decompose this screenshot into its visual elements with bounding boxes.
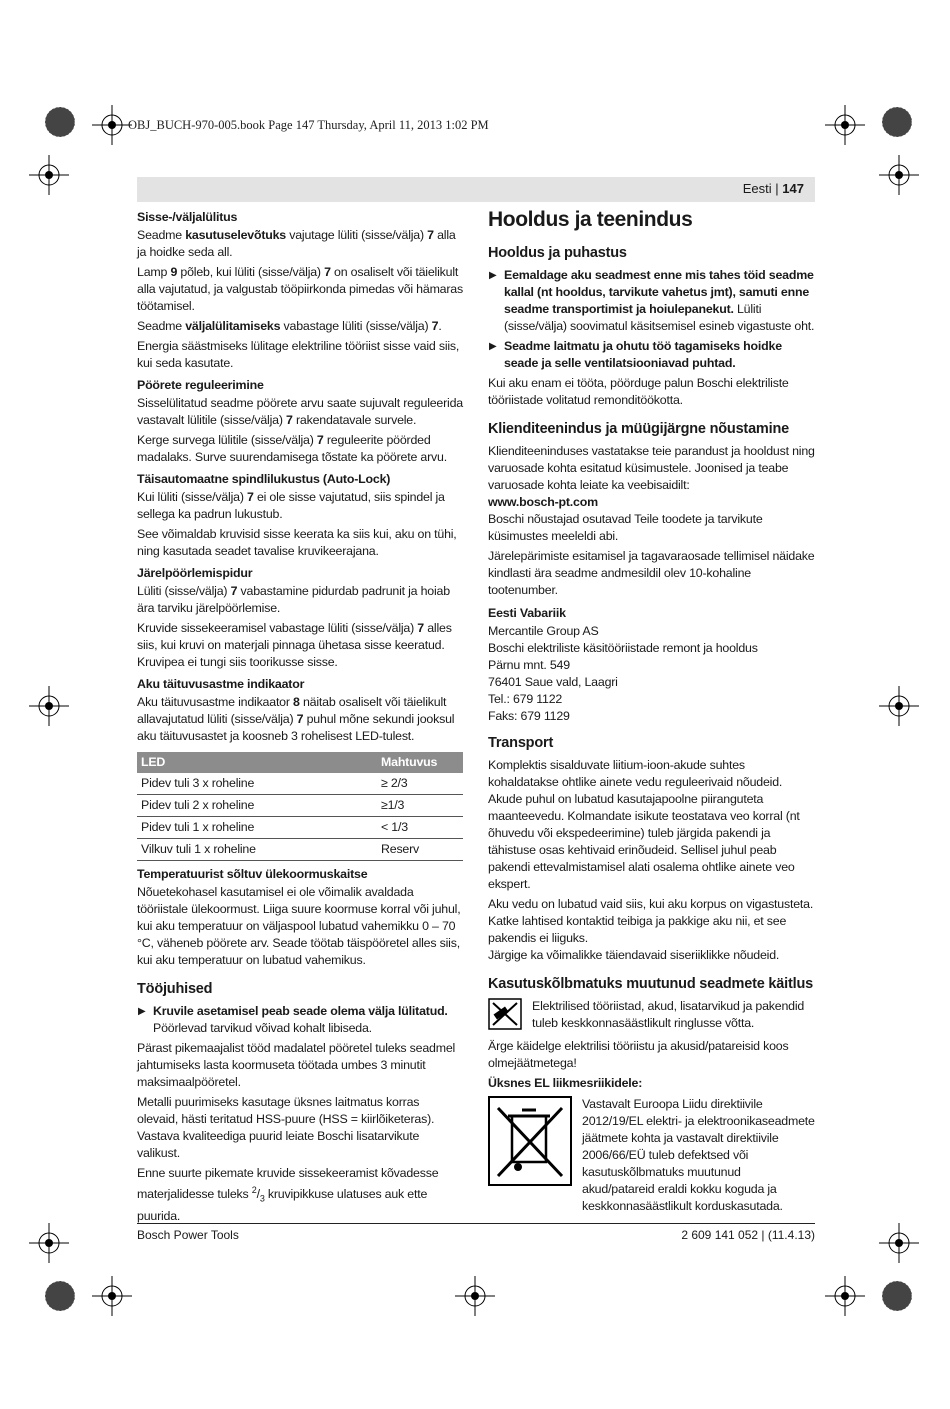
paragraph: Boschi nõustajad osutavad Teile toodete ja tarvikute küsimustes meeleldi abi. <box>488 512 763 543</box>
paragraph: Järelepärimiste esitamisel ja tagavaraosade tellimisel näidake kindlasti ära seadme andmesildil olev 10-kohaline tootenumber. <box>488 549 815 597</box>
crosshair-mark-icon <box>92 105 132 145</box>
paragraph: Energia säästmiseks lülitage elektriline tööriist sisse vaid siis, kui seda kasutate. <box>137 339 460 370</box>
crosshair-mark-icon <box>455 1276 495 1316</box>
section-title: Temperatuurist sõltuv ülekoormuskaitse <box>137 867 368 881</box>
paragraph: Seadme väljalülitamiseks vabastage lüliti (sisse/välja) 7. <box>137 319 442 333</box>
paragraph: Komplektis sisalduvate liitium-ioon-akude suhtes kohaldatakse ohtlike ainete vedu reguleerivaid nõudeid. Akude puhul on lubatud kasutajapoolne piiranguteta maanteevedu. Kolmandate isikute teostatava veo korral (nt õhuvedu või ekspedeerimine) tuleb järgida pakendi ja tähistuse osas kehtivaid erinõudeid. Sellisel juhul peab pakendi ettevalmistamisel alati osalema ohtlike ainete veo ekspert. <box>488 758 800 891</box>
paragraph: Pärast pikemaajalist tööd madalatel pööretel tuleks seadmel jahtumiseks lasta koormuseta töötada umbes 3 minutit maksimaalpööretel. <box>137 1041 456 1089</box>
page-number: 147 <box>782 181 804 196</box>
section-title: Pöörete reguleerimine <box>137 378 264 392</box>
language-label: Eesti <box>742 181 772 196</box>
section-heading: Tööjuhised <box>137 981 213 997</box>
recycling-tool-icon <box>488 998 522 1030</box>
footer-doc-number: 2 609 141 052 | (11.4.13) <box>681 1228 815 1242</box>
paragraph: Järgige ka võimalikke täiendavaid siseriiklikke nõudeid. <box>488 948 780 962</box>
registration-mark-icon <box>40 102 80 142</box>
registration-mark-icon <box>877 102 917 142</box>
paragraph: Vastavalt Euroopa Liidu direktiivile 2012/19/EL elektri- ja elektroonikaseadmete jäätmete kohta ja vastavalt direktiivile 2006/66/EÜ tuleb defektsed või kasutuskõlbmatuks muutunud akud/patareid eraldi kokku koguda ja keskkonnasäästlikult korduskasutada. <box>582 1097 815 1213</box>
paragraph: Sisselülitatud seadme pöörete arvu saate sujuvalt reguleerida vastavalt lülitile (sisse/välja) 7 rakendatavale survele. <box>137 396 463 427</box>
led-capacity-table <box>137 752 463 861</box>
left-column <box>137 209 463 1228</box>
paragraph: Aku täituvusastme indikaator 8 näitab osaliselt või täielikult allavajutatud lüliti (sisse/välja) 7 puhul mõne sekundi jooksul aku täituvusastet ja koosneb 3 rohelisest LED-tulest. <box>137 695 455 743</box>
crosshair-mark-icon <box>879 686 919 726</box>
paragraph: Klienditeeninduses vastatakse teie parandust ja hooldust ning varuosade kohta esitatud küsimustele. Joonised ja teabe varuosade kohta leiate ka veebisaidilt: <box>488 444 815 492</box>
bullet-triangle-icon: ▶ <box>489 270 497 281</box>
paragraph: Nõuetekohasel kasutamisel ei ole võimalik avaldada tööriistale ülekoormust. Liiga suure koormuse korral või juhul, kui aku temperatuur on väljaspool lubatud vahemikku 0 – 70 °C, väheneb pöörete arv. Seade töötab täispööretel alles siis, kui aku temperatuur on lubatud vahemikus. <box>137 885 461 967</box>
crossed-out-wheelie-bin-icon <box>488 1096 572 1186</box>
country-heading: Eesti Vabariik <box>488 606 566 620</box>
crosshair-mark-icon <box>29 155 69 195</box>
section-title: Aku täituvusastme indikaator <box>137 677 305 691</box>
table-row: Pidev tuli 3 x roheline ≥ 2/3 <box>137 773 463 795</box>
crosshair-mark-icon <box>879 155 919 195</box>
footer-brand: Bosch Power Tools <box>137 1228 239 1242</box>
section-heading: Klienditeenindus ja müügijärgne nõustamine <box>488 421 789 437</box>
website-link[interactable]: www.bosch-pt.com <box>488 495 598 509</box>
bullet-item: ▶ Seadme laitmatu ja ohutu töö tagamiseks hoidke seade ja selle ventilatsiooniavad puhtad. <box>489 339 782 370</box>
paragraph: Ärge käidelge elektrilisi tööriistu ja akusid/patareisid koos olmejäätmetega! <box>488 1039 789 1070</box>
section-title: Täisautomaatne spindlilukustus (Auto-Lock) <box>137 472 391 486</box>
bullet-triangle-icon: ▶ <box>138 1006 146 1017</box>
registration-mark-icon <box>40 1276 80 1316</box>
crosshair-mark-icon <box>825 105 865 145</box>
column-header-led: LED <box>137 752 377 773</box>
paragraph: Seadme kasutuselevõtuks vajutage lüliti (sisse/välja) 7 alla ja hoidke seda all. <box>137 228 456 259</box>
crosshair-mark-icon <box>879 1223 919 1263</box>
table-row: Pidev tuli 2 x roheline ≥1/3 <box>137 795 463 817</box>
section-title: Sisse-/väljalülitus <box>137 210 238 224</box>
registration-mark-icon <box>877 1276 917 1316</box>
paragraph: Enne suurte pikemate kruvide sissekeeramist kõvadesse materjalidesse tuleks $^2/_3$ kruvipikkuse ulatuses auk ette puurida. <box>137 1166 439 1223</box>
paragraph: Lamp 9 põleb, kui lüliti (sisse/välja) 7 on osaliselt või täielikult alla vajutatud, ja valgustab tööpiirkonda pimedas või hämaras töötamisel. <box>137 265 463 313</box>
bullet-item: ▶ Eemaldage aku seadmest enne mis tahes töid seadme kallal (nt hooldus, tarvikute vahetus jmt), samuti enne seadme transportimist ja hoiulepanekut. Lüliti (sisse/välja) soovimatul käsitsemisel esineb vigastuste oht. <box>489 268 815 333</box>
address-block: Mercantile Group AS Boschi elektriliste käsitööriistade remont ja hooldus Pärnu mnt. 549 76401 Saue vald, Laagri Tel.: 679 1122 Faks: 679 1129 <box>488 624 758 723</box>
paragraph: Kerge survega lülitile (sisse/välja) 7 reguleerite pöörded madalaks. Surve suurendamisega tõstate ka pöörete arvu. <box>137 433 447 464</box>
section-heading: Transport <box>488 735 554 751</box>
crosshair-mark-icon <box>29 1223 69 1263</box>
paragraph: See võimaldab kruvisid sisse keerata ka siis kui, aku on tühi, ning kasutada seadet tavalise kruvikeerajana. <box>137 527 457 558</box>
column-header-capacity: Mahtuvus <box>377 752 463 773</box>
bullet-triangle-icon: ▶ <box>489 341 497 352</box>
print-slug: OBJ_BUCH-970-005.book Page 147 Thursday, April 11, 2013 1:02 PM <box>128 118 489 132</box>
section-heading: Kasutuskõlbmatuks muutunud seadmete käitlus <box>488 976 813 992</box>
bullet-item: ▶ Kruvile asetamisel peab seade olema välja lülitatud. Pöörlevad tarvikud võivad kohalt libiseda. <box>138 1004 448 1035</box>
section-heading: Hooldus ja puhastus <box>488 245 627 261</box>
paragraph: Elektrilised tööriistad, akud, lisatarvikud ja pakendid tuleb keskkonnasäästlikult ringlusse võtta. <box>532 999 805 1030</box>
paragraph: Kruvide sissekeeramisel vabastage lüliti (sisse/välja) 7 alles siis, kui kruvi on materjali pinnaga ühetasa sisse keeratud. Kruvipea ei tungi siis toorikusse sisse. <box>137 621 452 669</box>
table-row: Vilkuv tuli 1 x roheline Reserv <box>137 839 463 861</box>
paragraph: Metalli puurimiseks kasutage üksnes laitmatus korras olevaid, hästi teritatud HSS-puure (HSS = kiirlõiketeras). Vastava kvaliteediga puurid leiate Boschi lisatarvikute valikust. <box>137 1095 435 1160</box>
table-header-row <box>137 752 463 773</box>
crosshair-mark-icon <box>825 1276 865 1316</box>
crosshair-mark-icon <box>92 1276 132 1316</box>
right-column <box>488 209 815 1221</box>
section-title: Järelpöörlemispidur <box>137 566 253 580</box>
eu-only-heading: Üksnes EL liikmesriikidele: <box>488 1076 643 1090</box>
footer-rule <box>137 1223 815 1224</box>
table-row: Pidev tuli 1 x roheline < 1/3 <box>137 817 463 839</box>
page-header-band <box>137 177 815 202</box>
paragraph: Aku vedu on lubatud vaid siis, kui aku korpus on vigastusteta. Katke lahtised kontaktid teibiga ja pakkige aku nii, et see pakendis ei liiguks. <box>488 897 814 945</box>
page-header: Eesti | 147 <box>742 181 804 196</box>
crosshair-mark-icon <box>29 686 69 726</box>
page-title: Hooldus ja teenindus <box>488 208 693 231</box>
paragraph: Kui aku enam ei tööta, pöörduge palun Boschi elektriliste tööriistade volitatud remonditöökotta. <box>488 376 789 407</box>
paragraph: Kui lüliti (sisse/välja) 7 ei ole sisse vajutatud, siis spindel ja sellega ka padrun lukustub. <box>137 490 445 521</box>
paragraph: Lüliti (sisse/välja) 7 vabastamine pidurdab padrunit ja hoiab ära tarviku järelpöörlemise. <box>137 584 450 615</box>
